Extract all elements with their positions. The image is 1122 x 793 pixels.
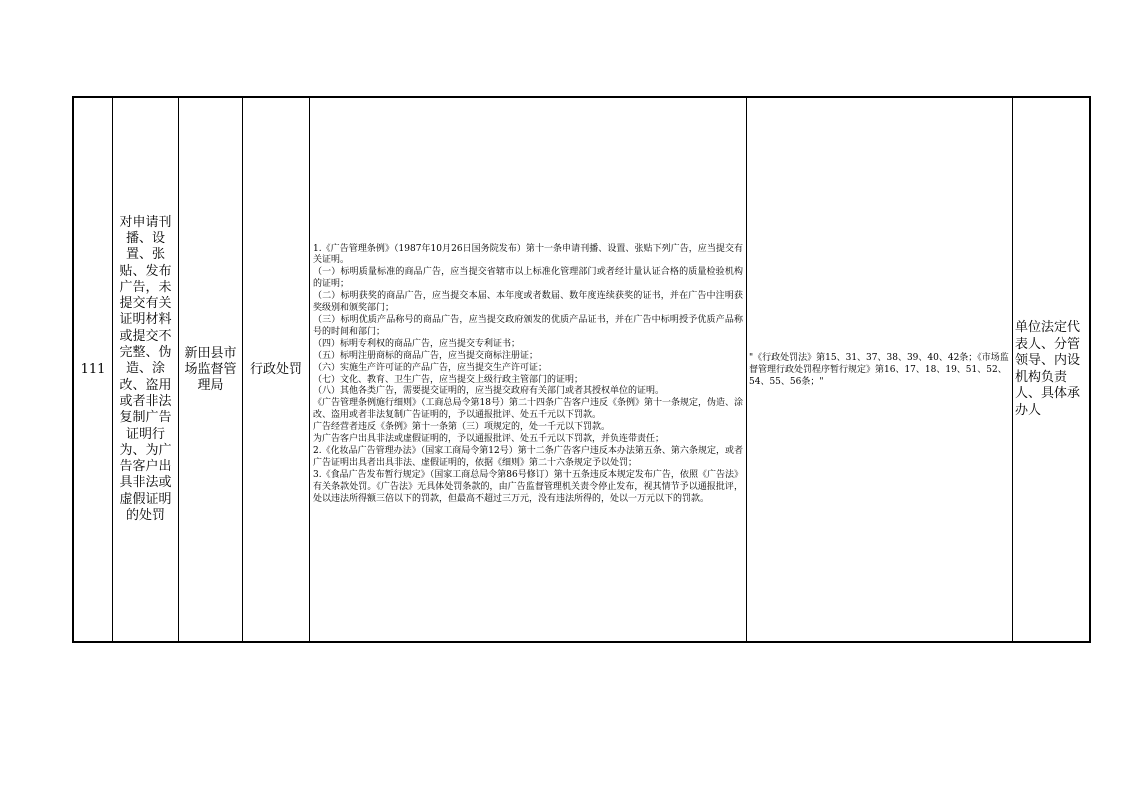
responsible-cell	[1013, 97, 1091, 642]
legal-basis-line: （四）标明专利权的商品广告，应当提交专利证书；	[313, 338, 521, 349]
legal-basis-line: 为广告客户出具非法或虚假证明的，予以通报批评、处五千元以下罚款，并负连带责任；	[313, 434, 665, 445]
legal-basis-line: （一）标明质量标准的商品广告，应当提交省辖市以上标准化管理部门或者经计量认证合格的质量检验机构的证明；	[313, 267, 743, 290]
item-name-cell	[113, 97, 179, 642]
legal-basis-line: 广告经营者违反《条例》第十一条第（三）项规定的，处一千元以下罚款。	[313, 422, 611, 433]
responsible-persons: 单位法定代表人、分管领导、内设机构负责人、具体承办人	[1015, 320, 1081, 418]
procedure-basis-text: "《行政处罚法》第15、31、37、38、39、40、42条；《市场监督管理行政处罚程序暂行规定》第16、17、18、19、51、52、54、55、56条；"	[749, 352, 1009, 387]
enforcement-type: 行政处罚	[249, 361, 302, 377]
legal-basis-line: 2.《化妆品广告管理办法》（国家工商局令第12号）第十二条广告客户违反本办法第五条、第六条规定，或者广告证明出具者出具非法、虚假证明的，依据《细则》第二十六条规定予以处罚；	[313, 445, 743, 468]
procedure-basis-cell	[747, 97, 1013, 642]
department-name: 新田县市场监督管理局	[184, 345, 237, 393]
legal-basis-line: （八）其他各类广告，需要提交证明的，应当提交政府有关部门或者其授权单位的证明。	[313, 386, 665, 397]
enforcement-table	[72, 96, 1091, 643]
type-cell	[243, 97, 310, 642]
department-cell	[179, 97, 243, 642]
legal-basis-cell	[310, 97, 747, 642]
table-row	[73, 97, 1090, 642]
row-number-cell	[73, 97, 113, 642]
item-name: 对申请刊播、设置、张贴、发布广告，未提交有关证明材料或提交不完整、伪造、涂改、盗用或者非法复制广告证明行为、为广告客户出具非法或虚假证明的处罚	[119, 214, 172, 524]
legal-basis-line: （二）标明获奖的商品广告，应当提交本届、本年度或者数届、数年度连续获奖的证书，并在广告中注明获奖级别和颁奖部门；	[313, 291, 743, 314]
legal-basis-line: （三）标明优质产品称号的商品广告，应当提交政府颁发的优质产品证书，并在广告中标明授予优质产品称号的时间和部门；	[313, 314, 743, 337]
legal-basis-line: 3.《食品广告发布暂行规定》（国家工商总局令第86号修订）第十五条违反本规定发布广告，依照《广告法》有关条款处罚。《广告法》无具体处罚条款的，由广告监督管理机关责令停止发布，视其情节予以通报批评，处以违法所得额三倍以下的罚款，但最高不超过三万元，没有违法所得的，处以一万元以下的罚款。	[313, 469, 743, 504]
legal-basis-line: （七）文化、教育、卫生广告，应当提交上级行政主管部门的证明；	[313, 374, 584, 385]
legal-basis-line: 《广告管理条例施行细则》（工商总局令第18号）第二十四条广告客户违反《条例》第十一条规定，伪造、涂改、盗用或者非法复制广告证明的，予以通报批评、处五千元以下罚款。	[313, 398, 743, 421]
legal-basis-line: 1.《广告管理条例》（1987年10月26日国务院发布）第十一条申请刊播、设置、张贴下列广告，应当提交有关证明。	[313, 243, 743, 266]
row-number: 111	[80, 362, 106, 377]
legal-basis-text	[313, 244, 743, 506]
legal-basis-line: （六）实施生产许可证的产品广告，应当提交生产许可证；	[313, 362, 548, 373]
legal-basis-line: （五）标明注册商标的商品广告，应当提交商标注册证；	[313, 350, 539, 361]
